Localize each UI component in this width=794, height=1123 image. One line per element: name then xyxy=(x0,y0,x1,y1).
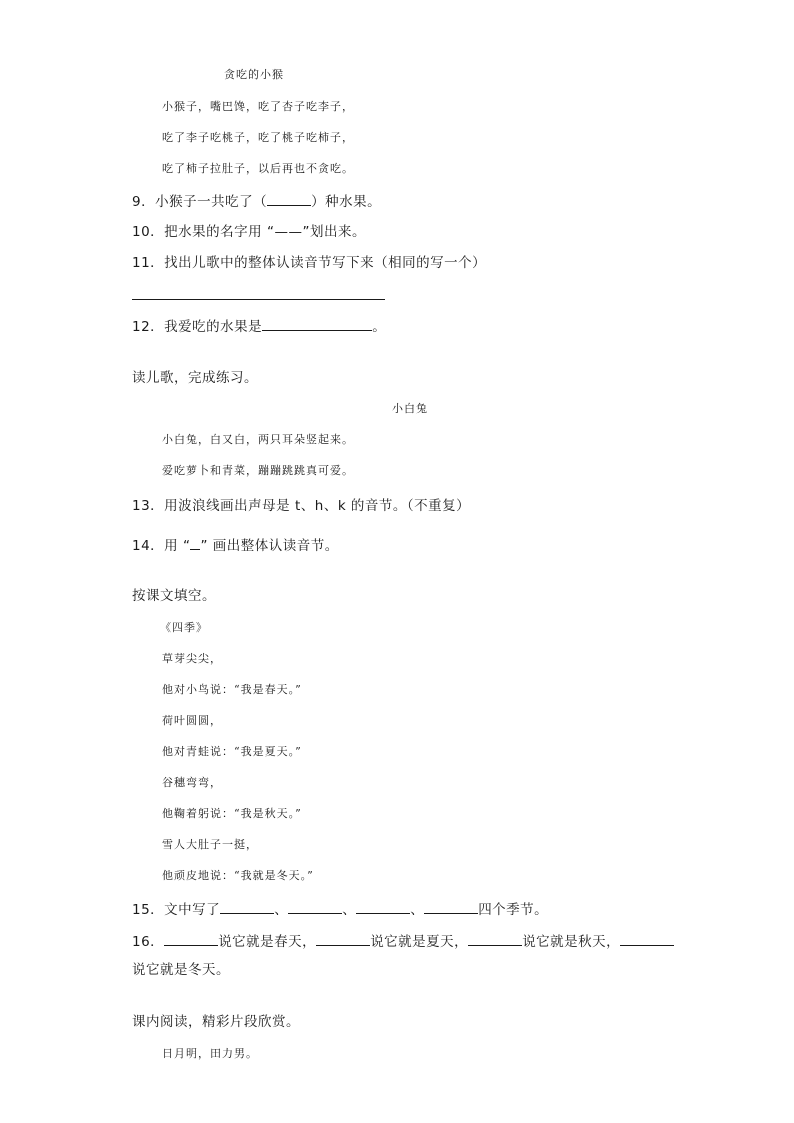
question-9 xyxy=(132,194,381,210)
question-13: 13．用波浪线画出声母是 t、h、k 的音节。（不重复） xyxy=(132,498,471,514)
poem2-line-2: 爱吃萝卜和青菜，蹦蹦跳跳真可爱。 xyxy=(162,464,354,477)
question-16-part-3: 说它就是秋天， xyxy=(522,934,621,950)
poem3-line-8: 他顽皮地说：“我就是冬天。” xyxy=(162,869,314,882)
question-15-blank-3[interactable] xyxy=(356,902,410,914)
poem1-title: 贪吃的小猴 xyxy=(224,68,284,81)
question-15-blank-4[interactable] xyxy=(424,902,478,914)
poem2-line-1: 小白兔，白又白，两只耳朵竖起来。 xyxy=(162,433,354,446)
question-10: 10．把水果的名字用 “——”划出来。 xyxy=(132,224,366,240)
question-15-prefix: 15．文中写了 xyxy=(132,902,221,918)
question-12-blank[interactable] xyxy=(262,319,372,331)
underline-mark xyxy=(190,538,200,550)
section-3-heading: 按课文填空。 xyxy=(132,588,216,604)
question-14-text-after: ” 画出整体认读音节。 xyxy=(200,538,339,554)
poem3-title: 《四季》 xyxy=(160,621,208,634)
question-16-blank-2[interactable] xyxy=(316,934,370,946)
question-16-blank-4[interactable] xyxy=(620,934,674,946)
question-14 xyxy=(132,538,339,554)
question-14-text-before: 14．用 “ xyxy=(132,538,191,554)
question-12-text-after: 。 xyxy=(372,319,387,335)
question-9-text-before: 9．小猴子一共吃了（ xyxy=(132,194,268,210)
question-16-blank-1[interactable] xyxy=(164,934,218,946)
question-9-blank[interactable] xyxy=(267,194,311,206)
question-16-part-1: 说它就是春天， xyxy=(218,934,317,950)
question-15-sep-1: 、 xyxy=(274,902,289,918)
question-15-sep-2: 、 xyxy=(342,902,357,918)
poem3-line-4: 他对青蛙说：“我是夏天。” xyxy=(162,745,302,758)
poem3-line-2: 他对小鸟说：“我是春天。” xyxy=(162,683,302,696)
question-15-blank-1[interactable] xyxy=(220,902,274,914)
question-16-prefix: 16． xyxy=(132,934,165,950)
question-12-text-before: 12．我爱吃的水果是 xyxy=(132,319,263,335)
question-9-text-after: ）种水果。 xyxy=(311,194,382,210)
question-15-suffix: 四个季节。 xyxy=(478,902,549,918)
poem3-line-3: 荷叶圆圆， xyxy=(162,714,222,727)
poem2-title: 小白兔 xyxy=(392,402,428,415)
question-11-answer-line[interactable] xyxy=(132,299,385,300)
poem3-line-5: 谷穗弯弯， xyxy=(162,776,222,789)
poem1-line-1: 小猴子，嘴巴馋，吃了杏子吃李子， xyxy=(162,100,354,113)
poem3-line-6: 他鞠着躬说：“我是秋天。” xyxy=(162,807,302,820)
question-11: 11．找出儿歌中的整体认读音节写下来（相同的写一个） xyxy=(132,255,487,271)
poem4-line: 日月明，田力男。 xyxy=(162,1047,258,1060)
poem1-line-3: 吃了柿子拉肚子，以后再也不贪吃。 xyxy=(162,162,354,175)
question-15-sep-3: 、 xyxy=(410,902,425,918)
question-15 xyxy=(132,902,548,918)
question-16-line-2: 说它就是冬天。 xyxy=(132,962,230,978)
question-15-blank-2[interactable] xyxy=(288,902,342,914)
poem3-line-7: 雪人大肚子一挺， xyxy=(162,838,258,851)
section-2-heading: 读儿歌，完成练习。 xyxy=(132,370,258,386)
question-16-part-2: 说它就是夏天， xyxy=(370,934,469,950)
section-4-heading: 课内阅读，精彩片段欣赏。 xyxy=(132,1014,300,1030)
question-16-blank-3[interactable] xyxy=(468,934,522,946)
question-12 xyxy=(132,319,386,335)
poem1-line-2: 吃了李子吃桃子，吃了桃子吃柿子， xyxy=(162,131,354,144)
question-16 xyxy=(132,934,674,950)
poem3-line-1: 草芽尖尖， xyxy=(162,652,222,665)
